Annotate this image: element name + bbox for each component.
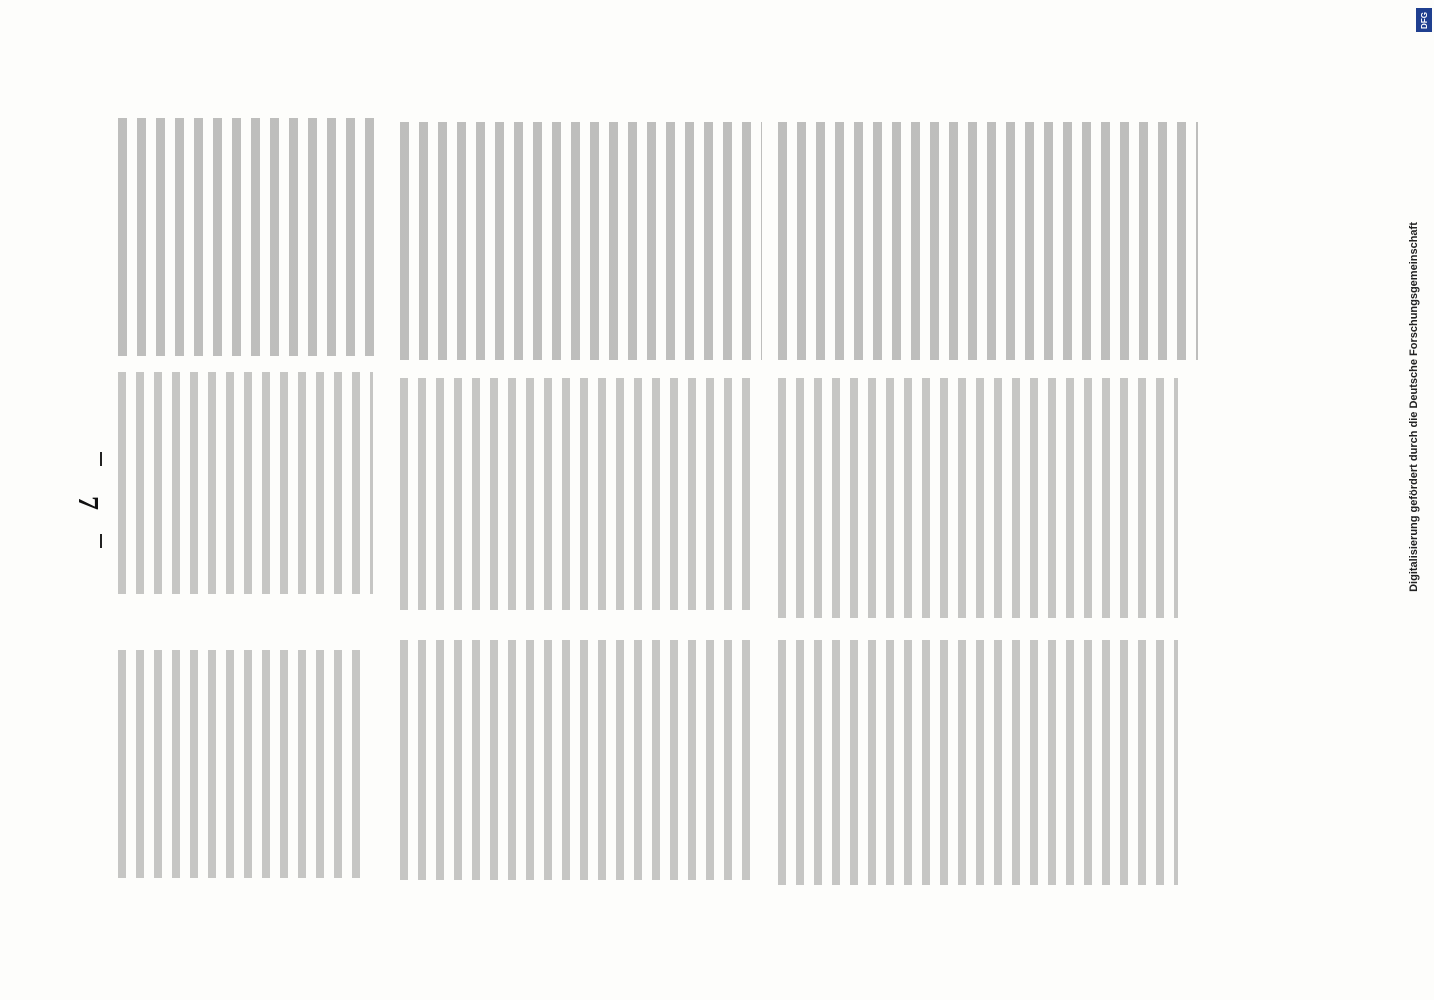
english-column-block-2	[400, 378, 760, 610]
english-column-block-1	[118, 372, 373, 594]
french-column-block-2	[400, 640, 760, 880]
german-column-block-1	[118, 118, 376, 356]
page-number: 7	[72, 496, 103, 510]
french-column-block-3	[778, 640, 1178, 885]
english-column-block-3	[778, 378, 1178, 618]
german-column-block-2	[400, 122, 762, 360]
page-number-dash-right	[100, 452, 102, 466]
dfg-logo	[1416, 8, 1432, 32]
german-column-block-3	[778, 122, 1198, 360]
digitisation-credit: Digitalisierung gefördert durch die Deutsche Forschungsgemeinschaft	[1408, 222, 1420, 592]
french-column-block-1	[118, 650, 368, 878]
dfg-logo-text: DFG	[1419, 11, 1429, 29]
page-number-dash-left	[100, 534, 102, 548]
